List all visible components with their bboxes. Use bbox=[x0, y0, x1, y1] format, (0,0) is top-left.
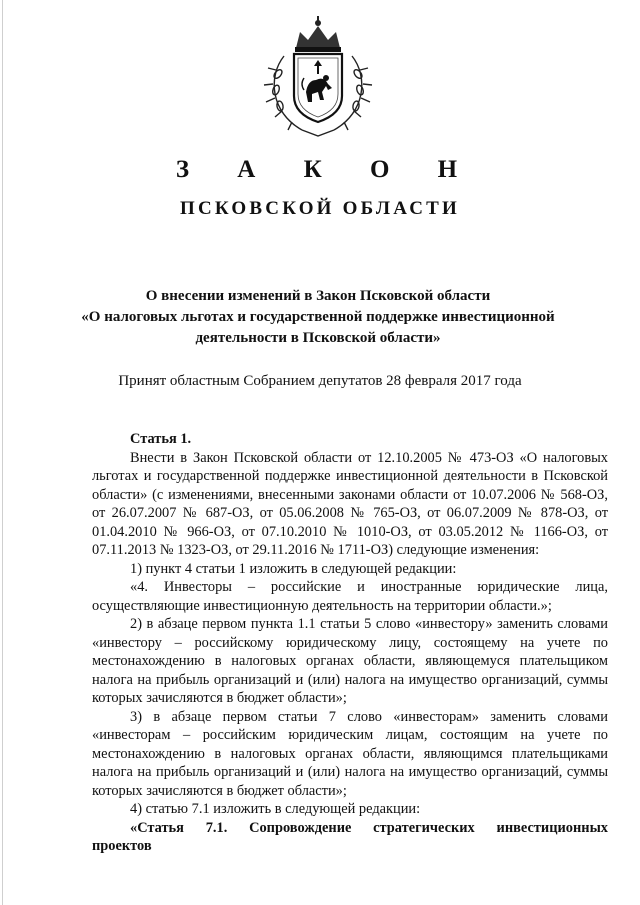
region-title: ПСКОВСКОЙ ОБЛАСТИ bbox=[180, 198, 460, 219]
subject-line-1: О внесении изменений в Закон Псковской области bbox=[145, 288, 491, 304]
item-1-quote: «4. Инвесторы – российские и иностранные юридические лица, осуществляющие инвестиционную деятельность на территории области.»; bbox=[92, 579, 608, 614]
law-title: З А К О Н bbox=[175, 156, 479, 183]
subject-line-3: деятельности в Псковской области» bbox=[195, 330, 441, 346]
item-4: 4) статью 7.1 изложить в следующей редакции: bbox=[130, 801, 421, 817]
item-3: 3) в абзаце первом статьи 7 слово «инвесторам» заменить словами «инвесторам – российским юридическим лицам, состоящим на учете по местонахождению в налоговых органах области, являющимся плательщиками налога на прибыль организаций и (или) налога на имущество организаций, суммы которых зачисляются в бюджет области»; bbox=[92, 708, 608, 799]
adoption-note: Принят областным Собранием депутатов 28 февраля 2017 года bbox=[118, 373, 522, 389]
article-heading: Статья 1. bbox=[130, 431, 192, 447]
subject-line-2: «О налоговых льготах и государственной поддержке инвестиционной bbox=[81, 309, 555, 325]
scan-edge-line bbox=[2, 0, 3, 905]
item-1: 1) пункт 4 статьи 1 изложить в следующей редакции: bbox=[130, 560, 457, 577]
article-1 bbox=[92, 430, 608, 856]
pskov-coat-of-arms-icon bbox=[262, 14, 374, 142]
quoted-article-heading-tail: проектов bbox=[92, 838, 152, 854]
item-2: 2) в абзаце первом пункта 1.1 статьи 5 слово «инвестору» заменить словами «инвестору – российскому юридическому лицу, состоящему на учете по местонахождению в налоговых органах области, являющемуся плательщиком налога на прибыль организаций и (или) налога на имущество организаций, суммы которых зачисляются в бюджет области»; bbox=[92, 616, 608, 706]
crown-icon bbox=[295, 16, 341, 52]
law-subject bbox=[78, 286, 558, 349]
quoted-article-heading: «Статья 7.1. Сопровождение стратегических инвестиционных bbox=[130, 819, 608, 836]
article-intro: Внести в Закон Псковской области от 12.10.2005 № 473-ОЗ «О налоговых льготах и государственной поддержке инвестиционной деятельности в Псковской области» (с изменениями, внесенными законами области от 10.07.2006 № 568-ОЗ, от 26.07.2007 № 687-ОЗ, от 05.06.2008 № 765-ОЗ, от 06.07.2009 № 878-ОЗ, от 01.04.2010 № 966-ОЗ, от 07.10.2010 № 1010-ОЗ, от 03.05.2012 № 1166-ОЗ, от 07.11.2013 № 1323-ОЗ, от 29.11.2016 № 1711-ОЗ) следующие изменения: bbox=[92, 449, 608, 558]
